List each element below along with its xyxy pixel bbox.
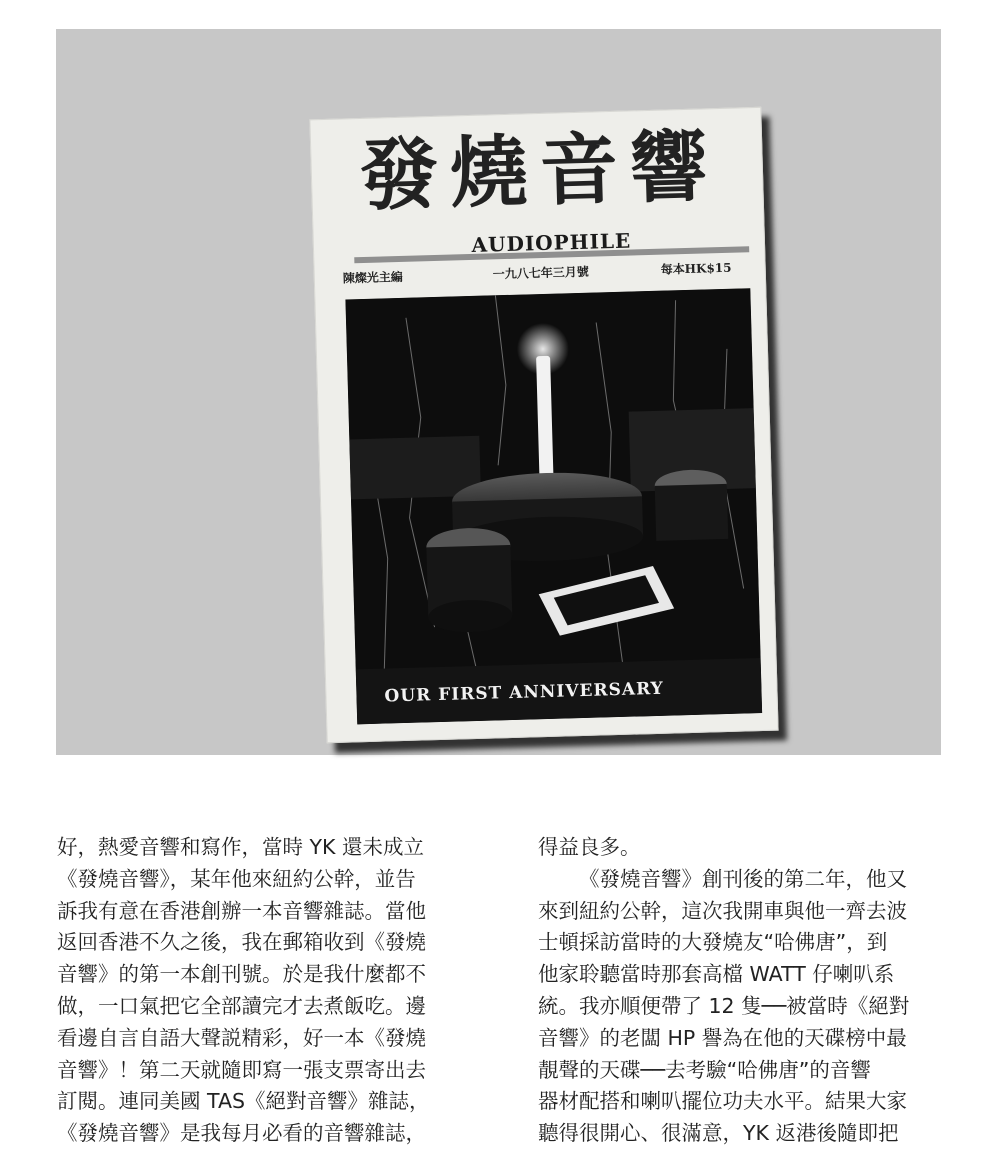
article-line: 音響》的第一本創刊號。於是我什麼都不	[57, 962, 426, 987]
turntable-illustration	[345, 288, 762, 724]
article-line: 《發燒音響》，某年他來紐約公幹，並告	[57, 866, 416, 891]
magazine-issue: 一九八七年三月號	[492, 264, 589, 282]
article-line: 訂閱。連同美國 TAS《絕對音響》雜誌，	[57, 1089, 430, 1114]
article-line: 器材配搭和喇叭擺位功夫水平。結果大家	[538, 1089, 907, 1114]
article-line: 做，一口氣把它全部讀完才去煮飯吃。邊	[57, 993, 426, 1018]
article-paragraph-start: 《發燒音響》創刊後的第二年，他又	[579, 866, 907, 891]
article-line: 看邊自言自語大聲説精彩，好一本《發燒	[57, 1025, 426, 1050]
article-line: 返回香港不久之後，我在郵箱收到《發燒	[57, 930, 426, 955]
magazine-footer-text: OUR FIRST ANNIVERSARY	[384, 678, 665, 707]
article-line: 音響》！第二天就隨即寫一張支票寄出去	[57, 1057, 426, 1082]
article-line: 訴我有意在香港創辦一本音響雜誌。當他	[57, 898, 426, 923]
article-line: 《發燒音響》是我每月必看的音響雜誌，	[57, 1121, 426, 1146]
article-line: 來到紐約公幹，這次我開車與他一齊去波	[538, 898, 907, 923]
magazine-subtitle: AUDIOPHILE	[354, 226, 750, 263]
magazine-price: 每本HK$15	[660, 260, 732, 277]
article-right-column	[538, 832, 948, 1162]
magazine-title: 發燒音響	[358, 121, 722, 223]
magazine-meta-row	[343, 258, 753, 287]
article-line: 統。我亦順便帶了 12 隻──被當時《絕對	[538, 993, 910, 1018]
article-line: 聽得很開心、很滿意，YK 返港後隨即把	[538, 1121, 899, 1146]
cover-image-turntable	[345, 288, 762, 724]
cover-photo-panel	[56, 29, 941, 755]
article-line: 他家聆聽當時那套高檔 WATT 仔喇叭系	[538, 962, 895, 987]
magazine-cover	[309, 107, 778, 743]
article-line: 士頓採訪當時的大發燒友“哈佛唐”，到	[538, 930, 888, 955]
article-line: 靚聲的天碟──去考驗“哈佛唐”的音響	[538, 1057, 871, 1082]
article-left-column	[57, 832, 467, 1162]
magazine-editor: 陳燦光主編	[342, 269, 404, 286]
article-line: 好，熱愛音響和寫作，當時 YK 還未成立	[57, 835, 424, 859]
article-line: 得益良多。	[538, 835, 641, 859]
article-line: 音響》的老闆 HP 譽為在他的天碟榜中最	[538, 1025, 907, 1050]
